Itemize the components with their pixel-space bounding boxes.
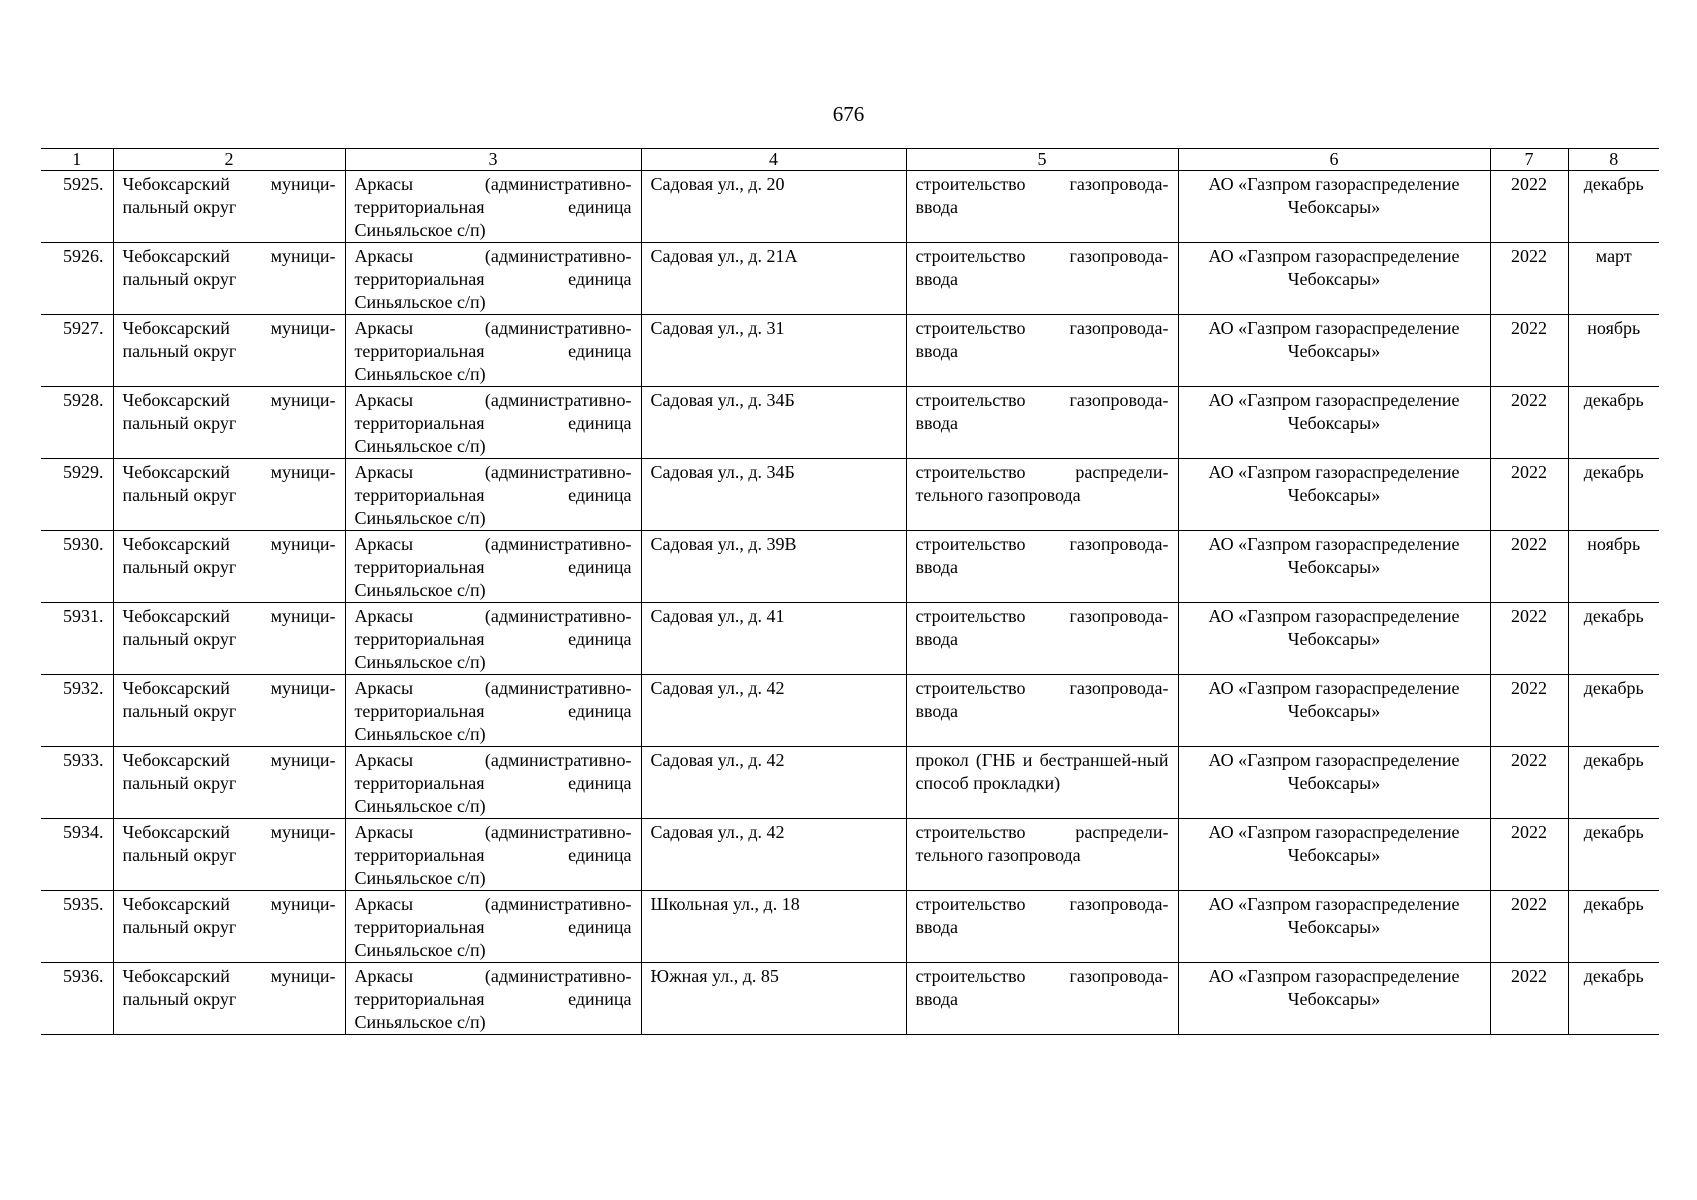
- address-cell: Садовая ул., д. 42: [641, 747, 906, 819]
- month-cell: декабрь: [1568, 675, 1659, 747]
- address-cell: Садовая ул., д. 34Б: [641, 387, 906, 459]
- work-type-cell: строительство газопровода-ввода: [906, 891, 1178, 963]
- work-type-cell: строительство распредели-тельного газопровода: [906, 819, 1178, 891]
- organization-cell: АО «Газпром газораспределение Чебоксары»: [1178, 963, 1490, 1035]
- table-row: [41, 171, 1659, 243]
- month-cell: декабрь: [1568, 747, 1659, 819]
- district-cell: Чебоксарский муници-пальный округ: [113, 459, 345, 531]
- row-number: 5925.: [41, 171, 113, 243]
- district-cell: Чебоксарский муници-пальный округ: [113, 603, 345, 675]
- organization-cell: АО «Газпром газораспределение Чебоксары»: [1178, 747, 1490, 819]
- locality-cell: Аркасы (административно-территориальная единица Синьяльское с/п): [345, 459, 641, 531]
- column-header: 1: [41, 149, 113, 171]
- month-cell: декабрь: [1568, 963, 1659, 1035]
- row-number: 5929.: [41, 459, 113, 531]
- address-cell: Садовая ул., д. 42: [641, 819, 906, 891]
- table-row: [41, 603, 1659, 675]
- locality-cell: Аркасы (административно-территориальная единица Синьяльское с/п): [345, 171, 641, 243]
- address-cell: Школьная ул., д. 18: [641, 891, 906, 963]
- address-cell: Садовая ул., д. 20: [641, 171, 906, 243]
- locality-cell: Аркасы (административно-территориальная единица Синьяльское с/п): [345, 675, 641, 747]
- work-type-cell: строительство газопровода-ввода: [906, 603, 1178, 675]
- organization-cell: АО «Газпром газораспределение Чебоксары»: [1178, 891, 1490, 963]
- locality-cell: Аркасы (административно-территориальная единица Синьяльское с/п): [345, 387, 641, 459]
- work-type-cell: прокол (ГНБ и бестраншей-ный способ прокладки): [906, 747, 1178, 819]
- month-cell: декабрь: [1568, 171, 1659, 243]
- organization-cell: АО «Газпром газораспределение Чебоксары»: [1178, 315, 1490, 387]
- year-cell: 2022: [1490, 675, 1568, 747]
- locality-cell: Аркасы (административно-территориальная единица Синьяльское с/п): [345, 531, 641, 603]
- locality-cell: Аркасы (административно-территориальная единица Синьяльское с/п): [345, 315, 641, 387]
- district-cell: Чебоксарский муници-пальный округ: [113, 675, 345, 747]
- row-number: 5928.: [41, 387, 113, 459]
- page-number: 676: [832, 102, 865, 126]
- year-cell: 2022: [1490, 459, 1568, 531]
- month-cell: март: [1568, 243, 1659, 315]
- year-cell: 2022: [1490, 243, 1568, 315]
- table-row: [41, 891, 1659, 963]
- month-cell: декабрь: [1568, 819, 1659, 891]
- table-row: [41, 387, 1659, 459]
- organization-cell: АО «Газпром газораспределение Чебоксары»: [1178, 243, 1490, 315]
- address-cell: Южная ул., д. 85: [641, 963, 906, 1035]
- column-header: 2: [113, 149, 345, 171]
- address-cell: Садовая ул., д. 41: [641, 603, 906, 675]
- year-cell: 2022: [1490, 963, 1568, 1035]
- row-number: 5927.: [41, 315, 113, 387]
- row-number: 5930.: [41, 531, 113, 603]
- table-row: [41, 315, 1659, 387]
- district-cell: Чебоксарский муници-пальный округ: [113, 963, 345, 1035]
- row-number: 5931.: [41, 603, 113, 675]
- column-header: 8: [1568, 149, 1659, 171]
- organization-cell: АО «Газпром газораспределение Чебоксары»: [1178, 459, 1490, 531]
- column-header: 7: [1490, 149, 1568, 171]
- locality-cell: Аркасы (административно-территориальная единица Синьяльское с/п): [345, 603, 641, 675]
- district-cell: Чебоксарский муници-пальный округ: [113, 747, 345, 819]
- row-number: 5926.: [41, 243, 113, 315]
- locality-cell: Аркасы (административно-территориальная единица Синьяльское с/п): [345, 243, 641, 315]
- organization-cell: АО «Газпром газораспределение Чебоксары»: [1178, 675, 1490, 747]
- table-row: [41, 675, 1659, 747]
- organization-cell: АО «Газпром газораспределение Чебоксары»: [1178, 531, 1490, 603]
- work-type-cell: строительство газопровода-ввода: [906, 243, 1178, 315]
- gasification-table: [41, 148, 1659, 1035]
- organization-cell: АО «Газпром газораспределение Чебоксары»: [1178, 603, 1490, 675]
- locality-cell: Аркасы (административно-территориальная единица Синьяльское с/п): [345, 891, 641, 963]
- address-cell: Садовая ул., д. 21А: [641, 243, 906, 315]
- table-row: [41, 531, 1659, 603]
- locality-cell: Аркасы (административно-территориальная единица Синьяльское с/п): [345, 963, 641, 1035]
- address-cell: Садовая ул., д. 42: [641, 675, 906, 747]
- row-number: 5935.: [41, 891, 113, 963]
- month-cell: декабрь: [1568, 891, 1659, 963]
- work-type-cell: строительство газопровода-ввода: [906, 675, 1178, 747]
- district-cell: Чебоксарский муници-пальный округ: [113, 243, 345, 315]
- table-row: [41, 963, 1659, 1035]
- year-cell: 2022: [1490, 603, 1568, 675]
- table-row: [41, 747, 1659, 819]
- month-cell: декабрь: [1568, 459, 1659, 531]
- year-cell: 2022: [1490, 819, 1568, 891]
- table-body: [41, 171, 1659, 1035]
- row-number: 5932.: [41, 675, 113, 747]
- year-cell: 2022: [1490, 747, 1568, 819]
- table-row: [41, 819, 1659, 891]
- month-cell: декабрь: [1568, 387, 1659, 459]
- locality-cell: Аркасы (административно-территориальная единица Синьяльское с/п): [345, 747, 641, 819]
- column-header: 3: [345, 149, 641, 171]
- work-type-cell: строительство газопровода-ввода: [906, 387, 1178, 459]
- work-type-cell: строительство газопровода-ввода: [906, 963, 1178, 1035]
- year-cell: 2022: [1490, 315, 1568, 387]
- district-cell: Чебоксарский муници-пальный округ: [113, 819, 345, 891]
- address-cell: Садовая ул., д. 34Б: [641, 459, 906, 531]
- table-row: [41, 243, 1659, 315]
- work-type-cell: строительство газопровода-ввода: [906, 171, 1178, 243]
- work-type-cell: строительство газопровода-ввода: [906, 531, 1178, 603]
- row-number: 5933.: [41, 747, 113, 819]
- column-header: 6: [1178, 149, 1490, 171]
- district-cell: Чебоксарский муници-пальный округ: [113, 387, 345, 459]
- district-cell: Чебоксарский муници-пальный округ: [113, 891, 345, 963]
- address-cell: Садовая ул., д. 31: [641, 315, 906, 387]
- organization-cell: АО «Газпром газораспределение Чебоксары»: [1178, 171, 1490, 243]
- organization-cell: АО «Газпром газораспределение Чебоксары»: [1178, 819, 1490, 891]
- work-type-cell: строительство газопровода-ввода: [906, 315, 1178, 387]
- year-cell: 2022: [1490, 171, 1568, 243]
- district-cell: Чебоксарский муници-пальный округ: [113, 531, 345, 603]
- month-cell: ноябрь: [1568, 315, 1659, 387]
- table-row: [41, 459, 1659, 531]
- year-cell: 2022: [1490, 387, 1568, 459]
- row-number: 5936.: [41, 963, 113, 1035]
- header-row: [41, 149, 1659, 171]
- column-header: 4: [641, 149, 906, 171]
- month-cell: ноябрь: [1568, 531, 1659, 603]
- district-cell: Чебоксарский муници-пальный округ: [113, 171, 345, 243]
- year-cell: 2022: [1490, 531, 1568, 603]
- work-type-cell: строительство распредели-тельного газопровода: [906, 459, 1178, 531]
- district-cell: Чебоксарский муници-пальный округ: [113, 315, 345, 387]
- month-cell: декабрь: [1568, 603, 1659, 675]
- row-number: 5934.: [41, 819, 113, 891]
- address-cell: Садовая ул., д. 39В: [641, 531, 906, 603]
- locality-cell: Аркасы (административно-территориальная единица Синьяльское с/п): [345, 819, 641, 891]
- organization-cell: АО «Газпром газораспределение Чебоксары»: [1178, 387, 1490, 459]
- year-cell: 2022: [1490, 891, 1568, 963]
- column-header: 5: [906, 149, 1178, 171]
